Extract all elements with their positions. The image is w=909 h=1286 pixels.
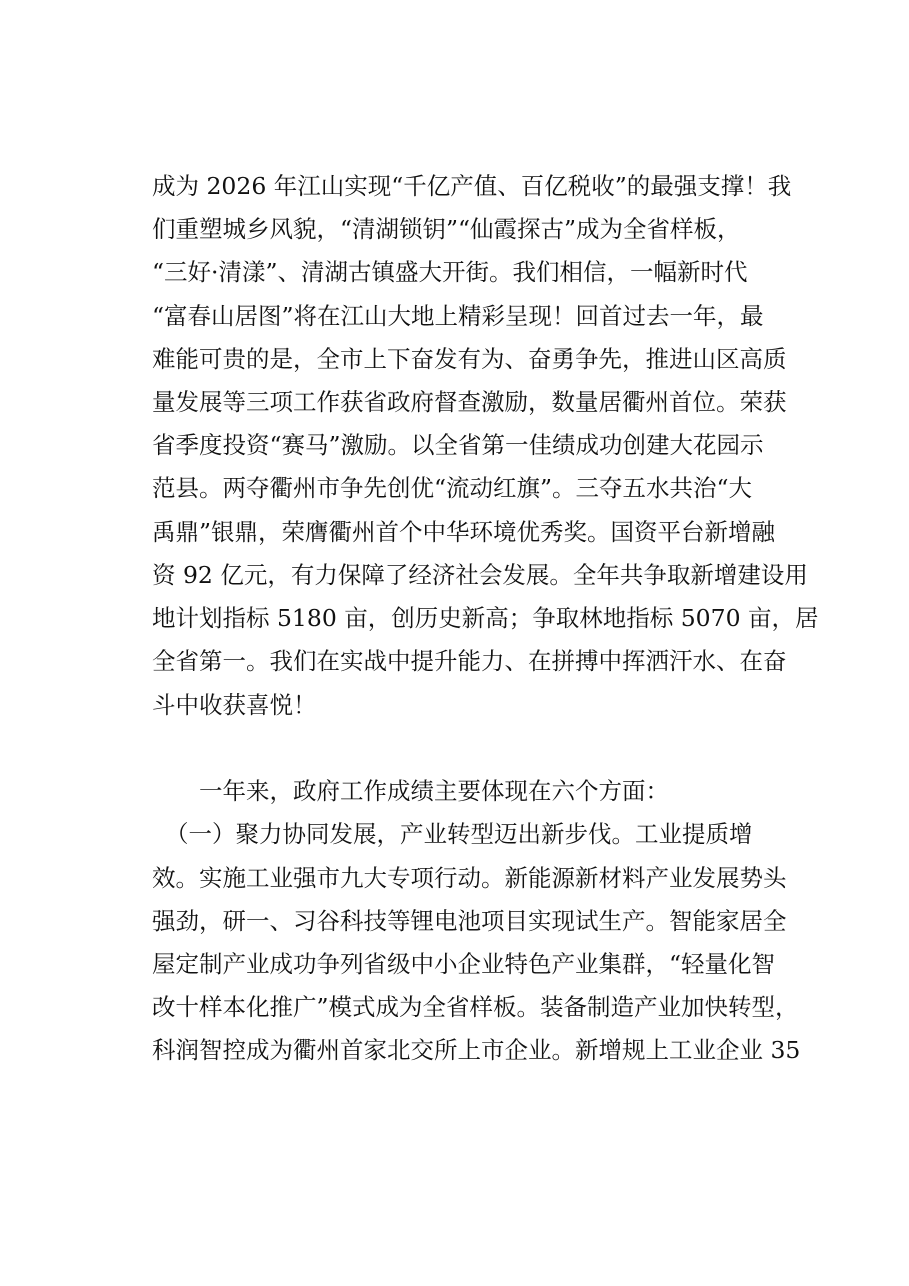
body-text-line: 屋定制产业成功争列省级中小企业特色产业集群，“轻量化智: [152, 950, 776, 978]
body-text-line: 成为 2026 年江山实现“千亿产值、百亿税收”的最强支撑！我: [152, 172, 792, 200]
body-text-line: 资 92 亿元，有力保障了经济社会发展。全年共争取新增建设用: [152, 561, 808, 589]
body-text-line: 全省第一。我们在实战中提升能力、在拼搏中挥洒汗水、在奋: [152, 647, 787, 675]
body-text-line: 效。实施工业强市九大专项行动。新能源新材料产业发展势头: [152, 864, 787, 892]
body-text-line: “三好·清漾”、清湖古镇盛大开街。我们相信，一幅新时代: [152, 258, 748, 286]
body-text-line: 省季度投资“赛马”激励。以全省第一佳绩成功创建大花园示: [152, 431, 764, 459]
body-text-line: 改十样本化推广”模式成为全省样板。装备制造产业加快转型，: [152, 993, 799, 1021]
body-text-line: 禹鼎”银鼎，荣膺衢州首个中华环境优秀奖。国资平台新增融: [152, 518, 776, 546]
body-text-line: 量发展等三项工作获省政府督查激励，数量居衢州首位。荣获: [152, 388, 787, 416]
body-text-line: 难能可贵的是，全市上下奋发有为、奋勇争先，推进山区高质: [152, 345, 787, 373]
body-text-line: “富春山居图”将在江山大地上精彩呈现！回首过去一年，最: [152, 302, 764, 330]
body-text-line: 地计划指标 5180 亩，创历史新高；争取林地指标 5070 亩，居: [152, 604, 819, 632]
body-text-line: 科润智控成为衢州首家北交所上市企业。新增规上工业企业 35: [152, 1036, 801, 1064]
body-text-line: 强劲，研一、习谷科技等锂电池项目实现试生产。智能家居全: [152, 907, 787, 935]
body-text-line: 们重塑城乡风貌，“清湖锁钥”“仙霞探古”成为全省样板，: [152, 215, 741, 243]
section-heading-line: （一）聚力协同发展，产业转型迈出新步伐。工业提质增: [165, 820, 753, 848]
body-text-line: 范县。两夺衢州市争先创优“流动红旗”。三夺五水共治“大: [152, 474, 753, 502]
body-text-line: 斗中收获喜悦！: [152, 691, 317, 719]
paragraph-intro-line: 一年来，政府工作成绩主要体现在六个方面：: [199, 777, 669, 805]
